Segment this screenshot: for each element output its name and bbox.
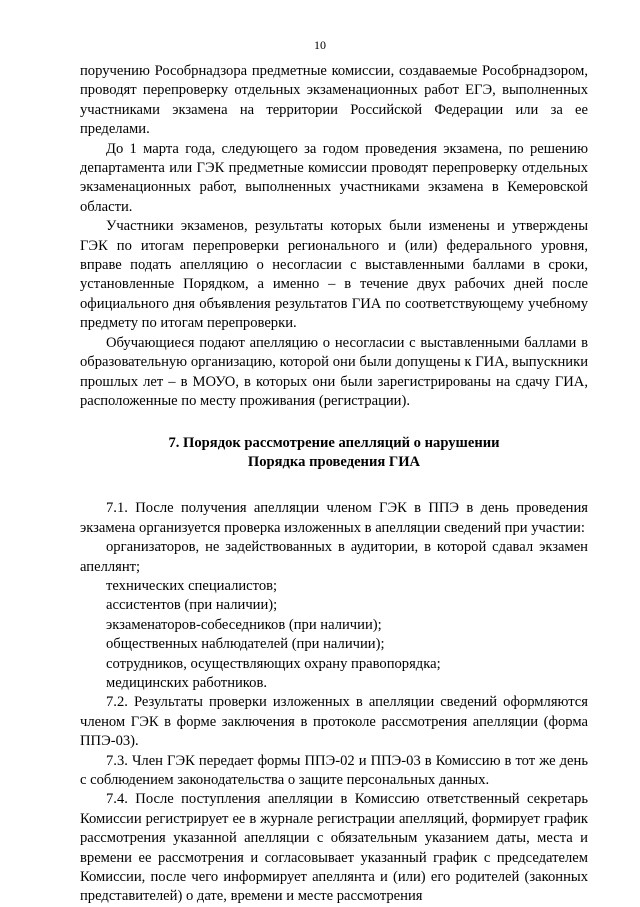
list-item: ассистентов (при наличии); <box>106 597 278 614</box>
list-item: медицинских работников. <box>106 674 267 691</box>
paragraph-appeal-rights: Участники экзаменов, результаты которых были изменены и утверждены ГЭК по итогам перепроверки регионального и (или) федерального уровня, вправе подать апелляцию о несогласии с выставленными баллами в сроки, установленные Порядком, а именно – в течение двух рабочих дней после официального дня объявления результатов ГИА по соответствующему учебному предмету по итогам перепроверки. <box>80 218 588 332</box>
paragraph-appeal-submission: Обучающиеся подают апелляцию о несогласии с выставленными баллами в образовательную организацию, которой они были допущены к ГИА, выпускники прошлых лет – в МОУО, в которых они были зарегистрированы на сдачу ГИА, расположенные по месту проживания (регистрации). <box>80 334 588 409</box>
section-heading-line-1: 7. Порядок рассмотрение апелляций о нарушении <box>168 435 500 452</box>
paragraph-recheck-deadline: До 1 марта года, следующего за годом проведения экзамена, по решению департамента или ГЭК предметные комиссии проводят перепроверку отдельных экзаменационных работ, выполненных участниками экзамена в Кемеровской области. <box>80 140 588 215</box>
section-heading-line-2: Порядка проведения ГИА <box>247 454 421 471</box>
participants-list <box>80 538 588 693</box>
list-item: общественных наблюдателей (при наличии); <box>106 636 385 653</box>
list-item: экзаменаторов-собеседников (при наличии); <box>106 616 382 633</box>
document-body <box>80 62 588 907</box>
item-7-4: 7.4. После поступления апелляции в Комиссию ответственный секретарь Комиссии регистрирует ее в журнале регистрации апелляций, формирует график рассмотрения указанной апелляции с обязательным указанием даты, места и времени ее рассмотрения и согласовывает указанный график с председателем Комиссии, после чего информирует апеллянта и (или) его родителей (законных представителей) о дате, времени и месте рассмотрения <box>80 791 588 905</box>
page-number: 10 <box>314 38 326 52</box>
item-7-1: 7.1. После получения апелляции членом ГЭК в ППЭ в день проведения экзамена организуется проверка изложенных в апелляции сведений при участии: <box>80 500 588 536</box>
item-7-3: 7.3. Член ГЭК передает формы ППЭ-02 и ППЭ-03 в Комиссию в тот же день с соблюдением законодательства о защите персональных данных. <box>80 752 588 788</box>
list-item: сотрудников, осуществляющих охрану правопорядка; <box>106 655 441 672</box>
paragraph-continuation: поручению Рособрнадзора предметные комиссии, создаваемые Рособрнадзором, проводят перепроверку отдельных экзаменационных работ ЕГЭ, выполненных участниками экзамена на территории Российской Федерации или за ее пределами. <box>80 63 588 138</box>
list-item: организаторов, не задействованных в аудитории, в которой сдавал экзамен апеллянт; <box>80 539 588 575</box>
item-7-2: 7.2. Результаты проверки изложенных в апелляции сведений оформляются членом ГЭК в форме заключения в протоколе рассмотрения апелляции (форма ППЭ-03). <box>80 694 588 750</box>
section-heading <box>80 434 588 472</box>
list-item: технических специалистов; <box>106 577 278 594</box>
